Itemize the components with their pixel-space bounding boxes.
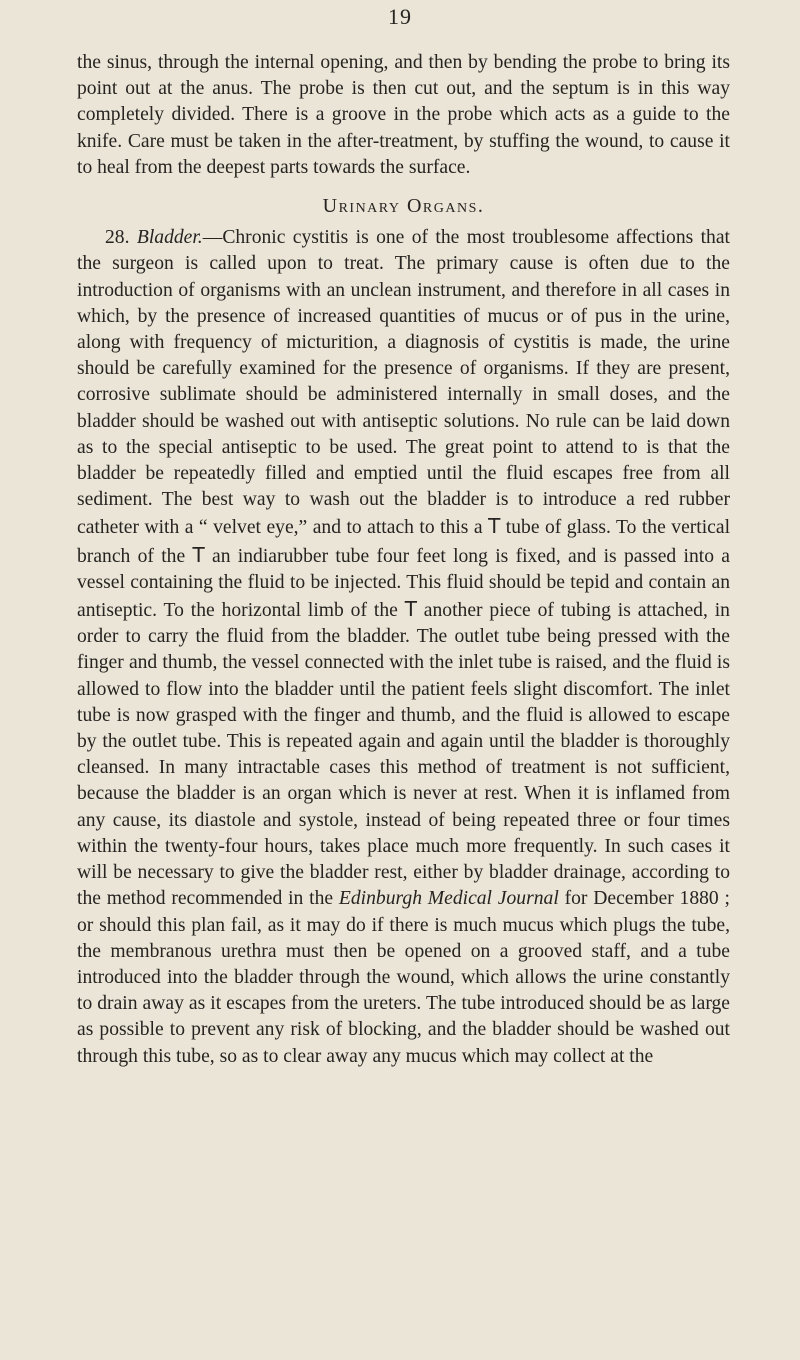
- paragraph-heading: Bladder.: [136, 227, 203, 249]
- paragraph-text-4: another piece of tubing is attached, in order to carry the fluid from the bladder. The outlet tube being pressed with the finger and thumb, the vessel connected with the inlet tube is raised, and the fluid is allowed to flow into the bladder until the patient feels slight discomfort. The inlet tube is now grasped with the finger and thumb, and the fluid is allowed to escape by the outlet tube. This is repeated again and again until the bladder is thoroughly cleansed. In many intractable cases this method of treatment is not sufficient, because the bladder is an organ which is never at rest. When it is inflamed from any cause, its diastole and systole, instead of being repeated three or four times within the twenty-four hours, takes place much more frequently. In such cases it will be necessary to give the bladder rest, either by bladder drainage, according to the method recommended in the: [77, 600, 730, 910]
- t-tube-symbol: T: [404, 597, 417, 622]
- paragraph-bladder: [77, 225, 730, 1070]
- paragraph-number: 28.: [105, 227, 130, 249]
- t-tube-symbol: T: [488, 514, 501, 539]
- em-dash: —: [202, 227, 223, 249]
- paragraph-text-5: for December 1880 ; or should this plan fail, as it may do if there is much mucus which plugs the tube, the membranous urethra must then be opened on a grooved staff, and a tube introduced into the bladder through the wound, which allows the urine constantly to drain away as it escapes from the ureters. The tube introduced should be as large as possible to prevent any risk of blocking, and the bladder should be washed out through this tube, so as to clear away any mucus which may collect at the: [77, 888, 730, 1067]
- paragraph-continuation: the sinus, through the internal opening, and then by bending the probe to bring its point out at the anus. The probe is then cut out, and the septum is in this way completely divided. There is a groove in the probe which acts as a guide to the knife. Care must be taken in the after-treatment, by stuffing the wound, to cause it to heal from the deepest parts towards the surface.: [77, 52, 730, 178]
- t-tube-symbol: T: [192, 542, 205, 567]
- paragraph-text-2: tube of glass. To the vertical branch of the: [77, 517, 731, 567]
- paragraph-text-3: an indiarubber tube four feet long is fixed, and is passed into a vessel containing the fluid to be injected. This fluid should be tepid and contain an antiseptic. To the horizontal limb of the: [77, 545, 730, 622]
- journal-title: Edinburgh Medical Journal: [338, 888, 559, 910]
- paragraph-text-1: Chronic cystitis is one of the most troublesome affections that the surgeon is called upon to treat. The primary cause is often due to the introduction of organisms with an unclean instrument, and therefore in all cases in which, by the presence of increased quantities of mucus or of pus in the urine, along with frequency of micturition, a diagnosis of cystitis is made, the urine should be carefully examined for the presence of organisms. If they are present, corrosive sublimate should be administered internally in small doses, and the bladder should be washed out with antiseptic solutions. No rule can be laid down as to the special antiseptic to be used. The great point to attend to is that the bladder be repeatedly filled and emptied until the fluid escapes free from all sediment. The best way to wash out the bladder is to introduce a red rubber catheter with a “ velvet eye,” and to attach to this a: [77, 227, 730, 539]
- page-number: 19: [388, 4, 412, 29]
- page-body: [77, 50, 730, 1070]
- section-heading: Urinary Organs.: [322, 195, 485, 218]
